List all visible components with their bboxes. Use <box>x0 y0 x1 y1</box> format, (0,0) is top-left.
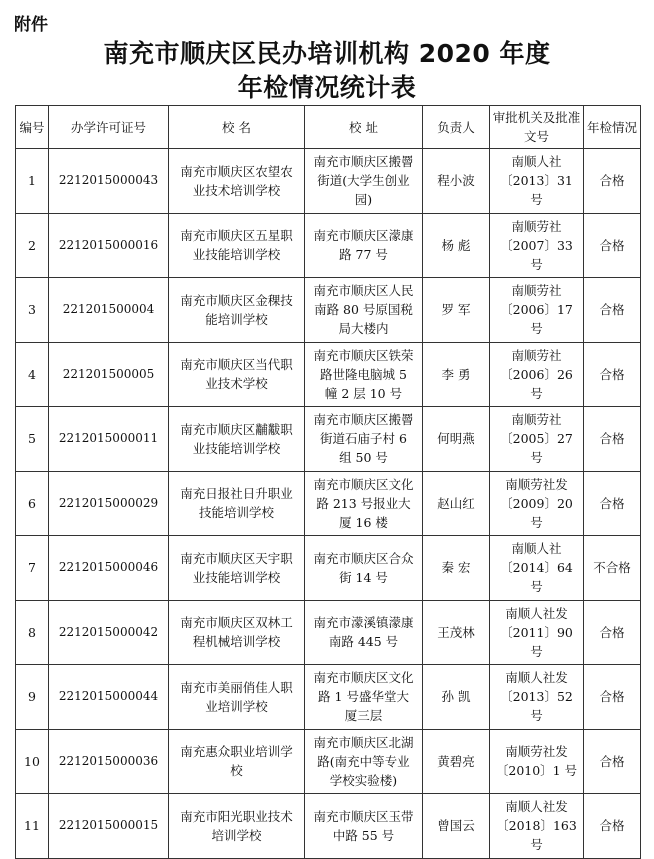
cell-address: 南充市顺庆区北湖路(南充中等专业学校实验楼) <box>305 729 423 794</box>
cell-no: 6 <box>16 471 49 536</box>
cell-school: 南充市顺庆区天宇职业技能培训学校 <box>169 536 305 601</box>
cell-license: 2212015000036 <box>49 729 169 794</box>
cell-school: 南充市美丽俏佳人职业培训学校 <box>169 665 305 730</box>
cell-school: 南充市顺庆区五星职业技能培训学校 <box>169 213 305 278</box>
cell-license: 2212015000016 <box>49 213 169 278</box>
cell-no: 8 <box>16 600 49 665</box>
cell-approval: 南顺人社发〔2018〕163 号 <box>490 794 584 859</box>
cell-no: 10 <box>16 729 49 794</box>
page-title-line1: 南充市顺庆区民办培训机构 2020 年度 <box>103 39 551 68</box>
cell-license: 2212015000042 <box>49 600 169 665</box>
cell-address: 南充市顺庆区搬罾街道石庙子村 6 组 50 号 <box>305 407 423 472</box>
cell-no: 3 <box>16 278 49 343</box>
table-row <box>16 407 641 472</box>
table-row <box>16 278 641 343</box>
cell-person: 赵山红 <box>423 471 490 536</box>
cell-school: 南充惠众职业培训学校 <box>169 729 305 794</box>
table-row <box>16 213 641 278</box>
header-approval: 审批机关及批准文号 <box>490 106 584 149</box>
header-no: 编号 <box>16 106 49 149</box>
cell-person: 杨 彪 <box>423 213 490 278</box>
cell-approval: 南顺人社发〔2011〕90 号 <box>490 600 584 665</box>
cell-person: 罗 军 <box>423 278 490 343</box>
cell-license: 2212015000015 <box>49 794 169 859</box>
cell-person: 程小波 <box>423 149 490 214</box>
table-row <box>16 342 641 407</box>
header-person: 负责人 <box>423 106 490 149</box>
table-header-row <box>16 106 641 149</box>
cell-license: 2212015000046 <box>49 536 169 601</box>
cell-result: 合格 <box>584 213 641 278</box>
table-row <box>16 471 641 536</box>
table-row <box>16 729 641 794</box>
table-row <box>16 794 641 859</box>
cell-result: 合格 <box>584 471 641 536</box>
cell-address: 南充市顺庆区濛康路 77 号 <box>305 213 423 278</box>
cell-result: 不合格 <box>584 536 641 601</box>
cell-school: 南充市顺庆区双林工程机械培训学校 <box>169 600 305 665</box>
cell-approval: 南顺人社发〔2013〕52 号 <box>490 665 584 730</box>
cell-person: 黄碧亮 <box>423 729 490 794</box>
cell-no: 5 <box>16 407 49 472</box>
cell-no: 1 <box>16 149 49 214</box>
cell-result: 合格 <box>584 342 641 407</box>
cell-person: 王茂林 <box>423 600 490 665</box>
cell-school: 南充市顺庆区当代职业技术学校 <box>169 342 305 407</box>
cell-school: 南充日报社日升职业技能培训学校 <box>169 471 305 536</box>
cell-address: 南充市顺庆区人民南路 80 号原国税局大楼内 <box>305 278 423 343</box>
cell-approval: 南顺人社〔2013〕31 号 <box>490 149 584 214</box>
cell-no: 4 <box>16 342 49 407</box>
cell-address: 南充市顺庆区合众街 14 号 <box>305 536 423 601</box>
header-school: 校 名 <box>169 106 305 149</box>
cell-result: 合格 <box>584 729 641 794</box>
cell-result: 合格 <box>584 600 641 665</box>
cell-school: 南充市顺庆区农望农业技术培训学校 <box>169 149 305 214</box>
cell-approval: 南顺劳社〔2006〕26 号 <box>490 342 584 407</box>
cell-approval: 南顺劳社发〔2010〕1 号 <box>490 729 584 794</box>
cell-license: 221201500005 <box>49 342 169 407</box>
cell-result: 合格 <box>584 665 641 730</box>
attachment-label: 附件 <box>14 15 48 35</box>
cell-approval: 南顺劳社〔2007〕33 号 <box>490 213 584 278</box>
cell-no: 2 <box>16 213 49 278</box>
cell-no: 9 <box>16 665 49 730</box>
cell-address: 南充市顺庆区玉带中路 55 号 <box>305 794 423 859</box>
table-row <box>16 665 641 730</box>
cell-result: 合格 <box>584 278 641 343</box>
cell-school: 南充市阳光职业技术培训学校 <box>169 794 305 859</box>
cell-person: 李 勇 <box>423 342 490 407</box>
table-row <box>16 600 641 665</box>
cell-no: 7 <box>16 536 49 601</box>
header-address: 校 址 <box>305 106 423 149</box>
cell-no: 11 <box>16 794 49 859</box>
cell-address: 南充市顺庆区搬罾街道(大学生创业园) <box>305 149 423 214</box>
cell-approval: 南顺劳社发〔2009〕20 号 <box>490 471 584 536</box>
cell-result: 合格 <box>584 794 641 859</box>
cell-result: 合格 <box>584 407 641 472</box>
cell-school: 南充市顺庆区金稞技能培训学校 <box>169 278 305 343</box>
cell-license: 2212015000029 <box>49 471 169 536</box>
table-row <box>16 149 641 214</box>
cell-result: 合格 <box>584 149 641 214</box>
cell-person: 孙 凯 <box>423 665 490 730</box>
cell-address: 南充市顺庆区文化路 213 号报业大厦 16 楼 <box>305 471 423 536</box>
cell-approval: 南顺劳社〔2006〕17 号 <box>490 278 584 343</box>
cell-address: 南充市顺庆区铁荣路世隆电脑城 5 幢 2 层 10 号 <box>305 342 423 407</box>
cell-license: 2212015000043 <box>49 149 169 214</box>
header-license: 办学许可证号 <box>49 106 169 149</box>
cell-address: 南充市顺庆区文化路 1 号盛华堂大厦三层 <box>305 665 423 730</box>
inspection-table <box>15 105 641 859</box>
cell-person: 秦 宏 <box>423 536 490 601</box>
cell-license: 2212015000044 <box>49 665 169 730</box>
cell-approval: 南顺劳社〔2005〕27 号 <box>490 407 584 472</box>
header-result: 年检情况 <box>584 106 641 149</box>
cell-person: 何明燕 <box>423 407 490 472</box>
cell-license: 221201500004 <box>49 278 169 343</box>
cell-person: 曾国云 <box>423 794 490 859</box>
table-row <box>16 536 641 601</box>
cell-license: 2212015000011 <box>49 407 169 472</box>
cell-approval: 南顺人社〔2014〕64 号 <box>490 536 584 601</box>
cell-school: 南充市顺庆区黼黻职业技能培训学校 <box>169 407 305 472</box>
page-title-line2: 年检情况统计表 <box>237 73 417 102</box>
cell-address: 南充市濛溪镇濛康南路 445 号 <box>305 600 423 665</box>
